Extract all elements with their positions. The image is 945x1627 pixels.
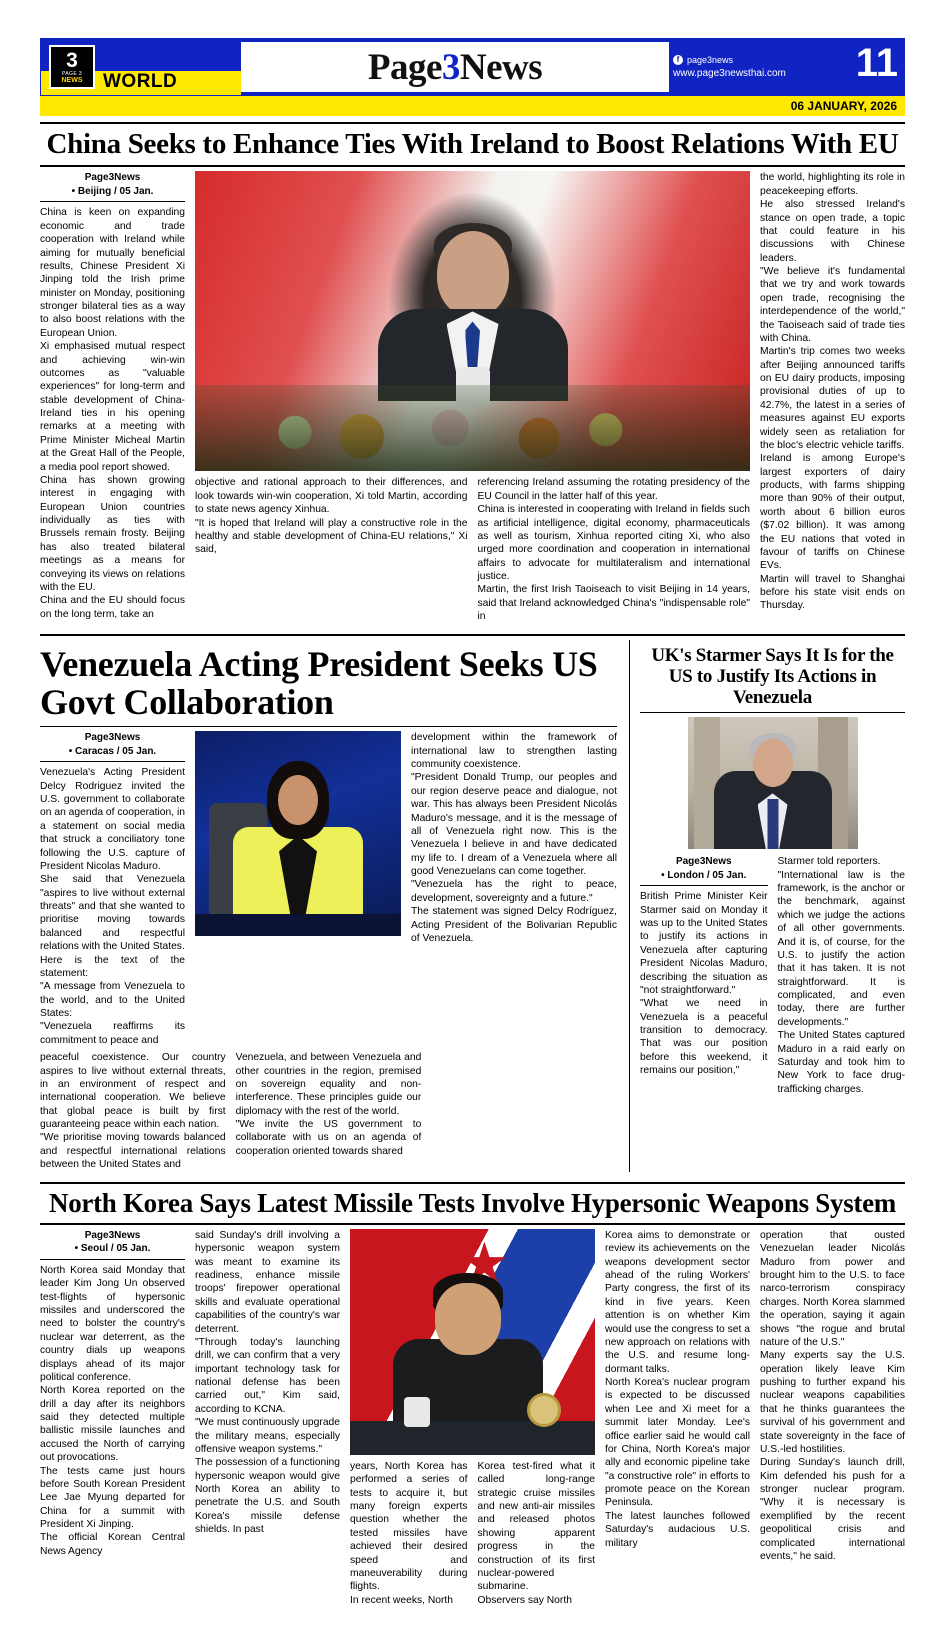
paper-title-part3: News (459, 46, 543, 88)
story4-column-6 (760, 1229, 905, 1607)
story2-top (40, 731, 617, 1047)
story1-column-3 (478, 476, 751, 623)
story2-column-4 (411, 731, 617, 945)
story1-para: China has shown growing interest in engaging with European Union countries individually as ties with Brussels remain frosty. Beijing has also treated bilateral meetings as a means for conveying its views on relations with the EU. (40, 474, 185, 593)
story4-byline-location: • Seoul / 05 Jan. (74, 1243, 151, 1255)
story3-wrapper (629, 640, 905, 1172)
story4-column-3 (350, 1460, 468, 1607)
story1-byline-location: • Beijing / 05 Jan. (71, 185, 154, 197)
story4-column-4 (478, 1460, 596, 1607)
story2-column-2b (236, 1051, 422, 1171)
story4-center-block (350, 1229, 595, 1607)
story2-story3-region (40, 640, 905, 1172)
story4-headline: North Korea Says Latest Missile Tests Involve Hypersonic Weapons System (49, 1187, 896, 1218)
facebook-icon: f (673, 55, 683, 65)
story3-para: "International law is the framework, is the anchor or the benchmark, against which we judge the actions of all other governments. And it is, of course, for the U.S. to justify the action that it has taken. It is not straightforward. It is complicated, and even today, there are further developments." (777, 869, 905, 1028)
story1-para: He also stressed Ireland's stance on open trade, a topic that could feature in his discussions with Chinese leaders. (760, 199, 905, 264)
story4-para: The official Korean Central News Agency (40, 1532, 185, 1557)
story1-para: Martin will travel to Shanghai before his state visit ends on Thursday. (760, 573, 905, 612)
story4-column-2 (195, 1229, 340, 1607)
story2-para: development within the framework of international law to strengthen lasting community coexistence. (411, 732, 617, 771)
story1-para: China and the EU should focus on the long term, take an (40, 595, 185, 620)
story1-column-4 (760, 171, 905, 623)
paper-title (368, 46, 542, 89)
story4-column-1 (40, 1229, 185, 1607)
story2-byline-source: Page3News (84, 732, 141, 744)
story2-column-3b (431, 1051, 617, 1171)
story2-para: "A message from Venezuela to the world, and to the United States: (40, 981, 185, 1020)
paper-title-part1: Page (367, 46, 442, 88)
story4-para: "Through today's launching drill, we can confirm that a very important technology task for national defense has been carried out," Kim said, according to KCNA. (195, 1336, 340, 1415)
story4-para: During Sunday's launch drill, Kim defended his push for a stronger nuclear program. "Why it is necessary is exemplified by the recent geopolitical crisis and complicated international events," he said. (760, 1457, 905, 1562)
story3-headline: UK's Starmer Says It Is for the US to Justify Its Actions in Venezuela (651, 644, 894, 709)
story1-headline: China Seeks to Enhance Ties With Ireland to Boost Relations With EU (46, 128, 899, 160)
website-url: www.page3newsthai.com (673, 68, 786, 79)
story3-columns (640, 855, 905, 1096)
story3-column-2 (778, 855, 906, 1096)
story3-byline-source: Page3News (675, 856, 732, 868)
kim-jong-un-photo (350, 1229, 595, 1455)
story2-para: "Venezuela has the right to peace, development, sovereignty and a future." (411, 879, 617, 904)
masthead-right (669, 39, 904, 95)
paper-title-part2: 3 (441, 46, 460, 88)
xi-jinping-press-conference-photo (195, 171, 750, 471)
story1-para: Martin's trip comes two weeks after Beijing announced tariffs on EU dairy products, imposing provisional duties of up to 42.7%, the latest in a series of measures against EU exports widely seen as retaliation for the bloc's electric vehicle tariffs. (760, 346, 905, 451)
story3-para: Starmer told reporters. (777, 856, 881, 868)
issue-date: 06 JANUARY, 2026 (790, 99, 897, 113)
story4-body (40, 1229, 905, 1607)
story2-column-1 (40, 731, 185, 1047)
social-handle-line (673, 55, 856, 65)
logo-news-text: NEWS (61, 77, 83, 84)
story4-para: The latest launches followed Saturday's audacious U.S. military (605, 1510, 750, 1549)
story4-para: The tests came just hours before South Korean President Lee Jae Myung departed for China for a summit with President Xi Jinping. (40, 1465, 185, 1531)
story2-para: She said that Venezuela "aspires to live without external threats" and that she wanted to prioritise moving towards balanced and respectful relations with the United States. (40, 874, 185, 953)
story2-para: peaceful coexistence. Our country aspires to live without external threats, in an environment of respect and international cooperation. We believe that global peace is built by first guaranteeing peace within each nation. (40, 1052, 226, 1131)
story4-para: North Korea's nuclear program is expected to be discussed when Lee and Xi meet for a summit later Monday. Lee's office earlier said he would call for China, North Korea's major ally and economic pipeline take "a constructive role" in efforts to promote peace on the Korean Peninsula. (605, 1377, 750, 1509)
story1-column-2 (195, 476, 468, 623)
story2-para: Here is the text of the statement: (40, 954, 185, 979)
story4-para: said Sunday's drill involving a hypersonic weapon system was meant to examine its readiness, enhance missile troops' firepower operational skills and evaluate operational capabilities of the country's war deterrent. (195, 1229, 340, 1335)
logo-numeral: 3 (66, 49, 78, 72)
story2-bottom (40, 1051, 617, 1171)
story2-para: Venezuela, and between Venezuela and other countries in the region, premised on sovereign equality and non-interference. These principles guide our diplomacy with the rest of the world. (235, 1052, 422, 1117)
masthead (40, 38, 905, 96)
keir-starmer-photo (688, 717, 858, 849)
story2-byline-location: • Caracas / 05 Jan. (68, 745, 157, 757)
story2-wrapper (40, 640, 617, 1172)
story2-para: "Venezuela reaffirms its commitment to peace and (40, 1021, 185, 1046)
section-title: WORLD (103, 71, 178, 92)
story2-para: "We invite the US government to collaborate with us on an agenda of cooperation oriented towards shared (235, 1119, 422, 1157)
masthead-left (41, 39, 241, 95)
story1-para: China is interested in cooperating with Ireland in fields such as artificial intelligence, digital economy, pharmaceuticals as well as tourism, Xinhua reported citing Xi, who also urged more coordination and cooperation in international affairs to advocate for multilateralism and international justice. (477, 504, 750, 583)
story1-para: referencing Ireland assuming the rotating presidency of the EU Council in the latter half of this year. (477, 477, 750, 502)
story1-para: Xi emphasised mutual respect and achieving win-win outcomes as "valuable experiences" for long-term and stable development of China-Ireland ties in his opening remarks at a meeting with Prime Minister Micheal Martin at the Great Hall of the People, a media pool report showed. (40, 341, 185, 473)
story4-para: The possession of a functioning hypersonic weapon would give North Korea an ability to penetrate the U.S. and South Korea's missile defense shields. In past (195, 1457, 340, 1536)
story2-para: "We prioritise moving towards balanced and respectful international relations between the United States and (40, 1132, 226, 1171)
story1-subcolumns (195, 476, 750, 623)
story2-photo-and-col4 (195, 731, 617, 1047)
page3news-logo (49, 45, 95, 89)
story3-byline-location: • London / 05 Jan. (661, 869, 747, 881)
story1-column-1 (40, 171, 185, 623)
story3-para: The United States captured Maduro in a raid early on Saturday and took him to New York to face drug-trafficking charges. (777, 1030, 905, 1095)
story2-byline (40, 731, 185, 758)
story3-byline (640, 855, 768, 882)
story2-para: Venezuela's Acting President Delcy Rodriguez invited the U.S. government to collaborate on an agenda of cooperation, in a statement on social media that struck a conciliatory tone following the U.S. capture of President Nicolas Maduro. (40, 767, 185, 872)
story2-para: "President Donald Trump, our peoples and our region deserve peace and dialogue, not war. This has always been President Nicolás Maduro's message, and it is the message of all of Venezuela right now. This is the Venezuela I believe in and have dedicated my life to. I dream of a Venezuela where all good Venezuelans can come together. (411, 772, 617, 878)
story1-center-block (195, 171, 750, 623)
date-bar (40, 96, 905, 116)
story4-para: Korea test-fired what it called long-range strategic cruise missiles and new anti-air missiles and released photos showing apparent progress in the construction of its first nuclear-powered submarine. (477, 1460, 595, 1593)
story4-para: years, North Korea has performed a series of tests to acquire it, but many foreign experts question whether the tested missiles have achieved their desired speed and maneuverability during flights. (350, 1460, 468, 1593)
story1-para: China is keen on expanding economic and trade cooperation with Ireland while aiming for mutually beneficial results, Chinese President Xi Jinping told the Irish prime minister on Monday, positioning stronger bilateral ties as a way to also boost relations with the European Union. (40, 207, 185, 339)
story1-para: Martin, the first Irish Taoiseach to visit Beijing in 14 years, said that Ireland acknowledged China's "indispensable role" in (477, 584, 750, 623)
delcy-rodriguez-photo (195, 731, 401, 936)
social-handle: page3news (687, 55, 734, 65)
story3-para: British Prime Minister Keir Starmer said on Monday it was up to the United States to justify its actions in Venezuela after capturing President Nicolas Maduro, describing the situation as "not straightforward." (640, 891, 768, 996)
story4-para: North Korea said Monday that leader Kim Jong Un observed test-flights of hypersonic missiles and underscored the need to bolster the country's nuclear war deterrent, as the country dials up weapons displays ahead of its major political conference. (40, 1264, 185, 1383)
story1-byline-source: Page3News (84, 172, 141, 184)
story4-para: North Korea reported on the drill a day after its neighbors said they detected multiple ballistic missile launches and accused the North of carrying out provocations. (40, 1385, 185, 1464)
story2-column-1b (40, 1051, 226, 1171)
story3-column-1 (640, 855, 768, 1096)
story4-para: Many experts say the U.S. operation likely leave Kim pushing to further expand his nuclear weapons capabilities that he thinks guarantees the survival of his government and state sovereignty in the face of U.S.-led hostilities. (760, 1350, 905, 1455)
story4-column-5 (605, 1229, 750, 1607)
story1-para: the world, highlighting its role in peacekeeping efforts. (760, 172, 905, 197)
story3-para: "What we need in Venezuela is a peaceful transition to democracy. That was our position before this weekend, it remains our position," (640, 998, 768, 1077)
story1-byline (40, 171, 185, 198)
story4-byline (40, 1229, 185, 1256)
page-number: 11 (855, 41, 898, 85)
story1-body (40, 171, 905, 623)
story1-para: "It is hoped that Ireland will play a constructive role in the healthy and stable development of China-EU relations," Xi said, (195, 517, 468, 556)
story1-para: Ireland is among Europe's largest exporters of dairy products, with farms shipping more than 90% of their output, worth about 6 billion euros ($7.02 billion). It was among the EU nations that voted in favour of tariffs on Chinese EVs. (760, 453, 905, 572)
story2-para: The statement was signed Delcy Rodríguez, Acting President of the Bolivarian Republic of Venezuela. (411, 906, 617, 944)
story4-para: "We must continuously upgrade the military means, especially offensive weapon systems." (195, 1417, 340, 1455)
logo-subtext: PAGE 3 (61, 71, 83, 77)
story2-headline: Venezuela Acting President Seeks US Govt Collaboration (40, 643, 598, 723)
story4-para: Observers say North (477, 1594, 572, 1606)
story4-para: Korea aims to demonstrate or review its achievements on the weapons development sector ahead of the ruling Workers' Party congress, the first of its kind in five years. Keen attention is on whether Kim would use the congress to set a new approach on relations with the U.S. and resume long-dormant talks. (605, 1229, 750, 1375)
story4-center-columns (350, 1460, 595, 1607)
story4-para: In recent weeks, North (350, 1594, 454, 1606)
story4-byline-source: Page3News (84, 1229, 141, 1241)
story4-para: operation that ousted Venezuelan leader Nicolás Maduro from power and brought him to the U.S. to face narco-terrorism conspiracy charges. North Korea slammed the operation, saying it again shows "the rogue and brutal nature of the U.S." (760, 1229, 905, 1348)
story1-para: "We believe it's fundamental that we try and work towards open trade, recognising the interdependence of the world," the Taoiseach said of trade ties with China. (760, 266, 905, 344)
story1-para: objective and rational approach to their differences, and look towards win-win cooperation, Xi told Martin, according to state news agency Xinhua. (195, 477, 468, 516)
masthead-center (241, 42, 669, 92)
